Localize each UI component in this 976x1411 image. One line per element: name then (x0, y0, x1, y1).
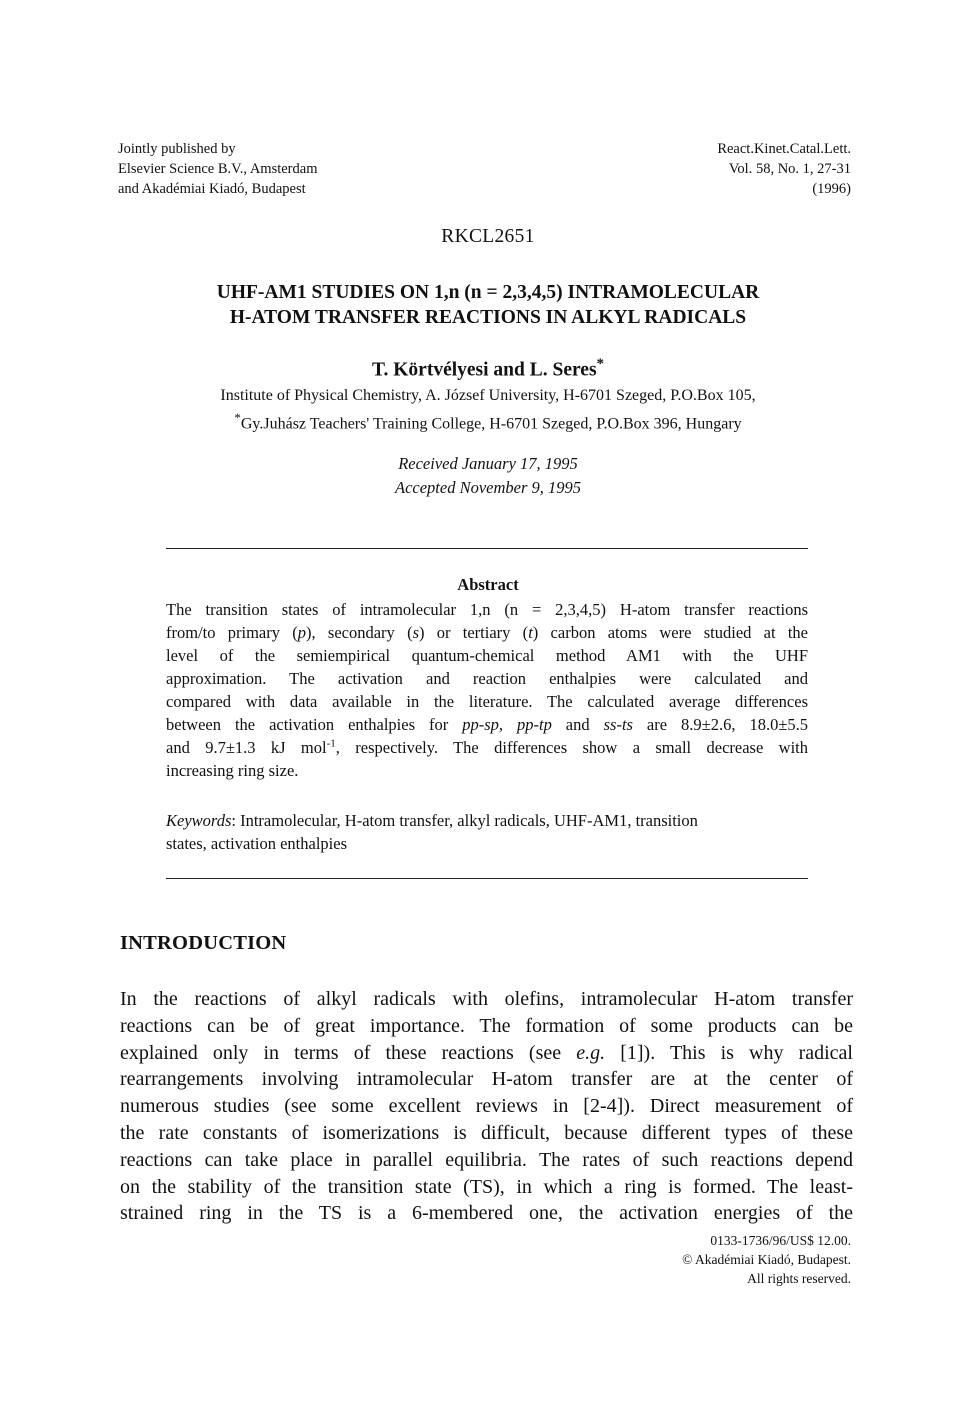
keywords (166, 809, 808, 855)
introduction-text (120, 986, 853, 1227)
author-list (0, 356, 976, 382)
keywords-line: states, activation enthalpies (166, 834, 347, 853)
abstract-line: approximation. The activation and reaction enthalpies were calculated and (166, 669, 808, 688)
publisher-info (118, 139, 317, 199)
copyright-line: © Akadémiai Kiadó, Budapest. (682, 1252, 851, 1267)
affiliation-line: *Gy.Juhász Teachers' Training College, H-6701 Szeged, P.O.Box 396, Hungary (234, 410, 742, 433)
abstract-line: level of the semiempirical quantum-chemical method AM1 with the UHF (166, 646, 808, 665)
title-line: H-ATOM TRANSFER REACTIONS IN ALKYL RADICALS (229, 307, 747, 328)
divider-bottom (166, 878, 808, 879)
intro-line: In the reactions of alkyl radicals with olefins, intramolecular H-atom transfer (120, 988, 853, 1010)
abstract-heading: Abstract (457, 575, 519, 594)
journal-citation (717, 139, 851, 199)
introduction-heading: INTRODUCTION (120, 932, 287, 954)
affiliation-mark: * (234, 410, 241, 425)
abstract-line: The transition states of intramolecular 1,n (n = 2,3,4,5) H-atom transfer reactions (166, 600, 808, 619)
copyright-line: All rights reserved. (747, 1271, 851, 1286)
abstract-text (166, 598, 808, 782)
publisher-line: Elsevier Science B.V., Amsterdam (118, 161, 318, 177)
intro-line: reactions can be of great importance. The formation of some products can be (120, 1014, 853, 1037)
intro-line: reactions can take place in parallel equilibria. The rates of such reactions depend (120, 1148, 853, 1171)
intro-line: explained only in terms of these reactions (see e.g. [1]). This is why radical (120, 1041, 853, 1064)
author-footnote-mark: * (596, 356, 605, 372)
keywords-line: Keywords: Intramolecular, H-atom transfer, alkyl radicals, UHF-AM1, transition (166, 811, 698, 830)
article-dates (0, 452, 976, 500)
affiliation-line: Institute of Physical Chemistry, A. József University, H-6701 Szeged, P.O.Box 105, (220, 387, 756, 404)
intro-line: strained ring in the TS is a 6-membered one, the activation energies of the (120, 1202, 853, 1225)
abstract-line: between the activation enthalpies for pp-sp, pp-tp and ss-ts are 8.9±2.6, 18.0±5.5 (166, 715, 809, 734)
divider-top (166, 548, 808, 549)
abstract-line: from/to primary (p), secondary (s) or tertiary (t) carbon atoms were studied at the (166, 623, 808, 642)
article-code: RKCL2651 (441, 226, 535, 247)
journal-line: Vol. 58, No. 1, 27-31 (728, 161, 851, 177)
article-title (0, 280, 976, 330)
journal-line: (1996) (812, 181, 851, 197)
publisher-line: Jointly published by (118, 141, 236, 157)
title-line: UHF-AM1 STUDIES ON 1,n (n = 2,3,4,5) INTRAMOLECULAR (216, 282, 760, 303)
affiliations (0, 385, 976, 435)
copyright-notice (682, 1231, 851, 1288)
intro-line: rearrangements involving intramolecular H-atom transfer are at the center of (120, 1068, 853, 1091)
publisher-line: and Akadémiai Kiadó, Budapest (118, 181, 306, 197)
abstract-line: and 9.7±1.3 kJ mol$^{-1}$, respectively. The differences show a small decrease with (166, 737, 808, 757)
intro-line: on the stability of the transition state (TS), in which a ring is formed. The least- (120, 1175, 853, 1198)
abstract-line: increasing ring size. (166, 761, 299, 780)
accepted-date: Accepted November 9, 1995 (394, 478, 582, 497)
received-date: Received January 17, 1995 (398, 454, 578, 473)
author-names: T. Körtvélyesi and L. Seres (371, 359, 597, 381)
journal-line: React.Kinet.Catal.Lett. (717, 141, 851, 157)
abstract-line: compared with data available in the literature. The calculated average differences (166, 692, 808, 711)
intro-line: numerous studies (see some excellent reviews in [2-4]). Direct measurement of (120, 1095, 853, 1118)
copyright-line: 0133-1736/96/US$ 12.00. (710, 1233, 851, 1248)
keywords-label: Keywords (166, 811, 232, 830)
intro-line: the rate constants of isomerizations is difficult, because different types of these (120, 1121, 853, 1144)
